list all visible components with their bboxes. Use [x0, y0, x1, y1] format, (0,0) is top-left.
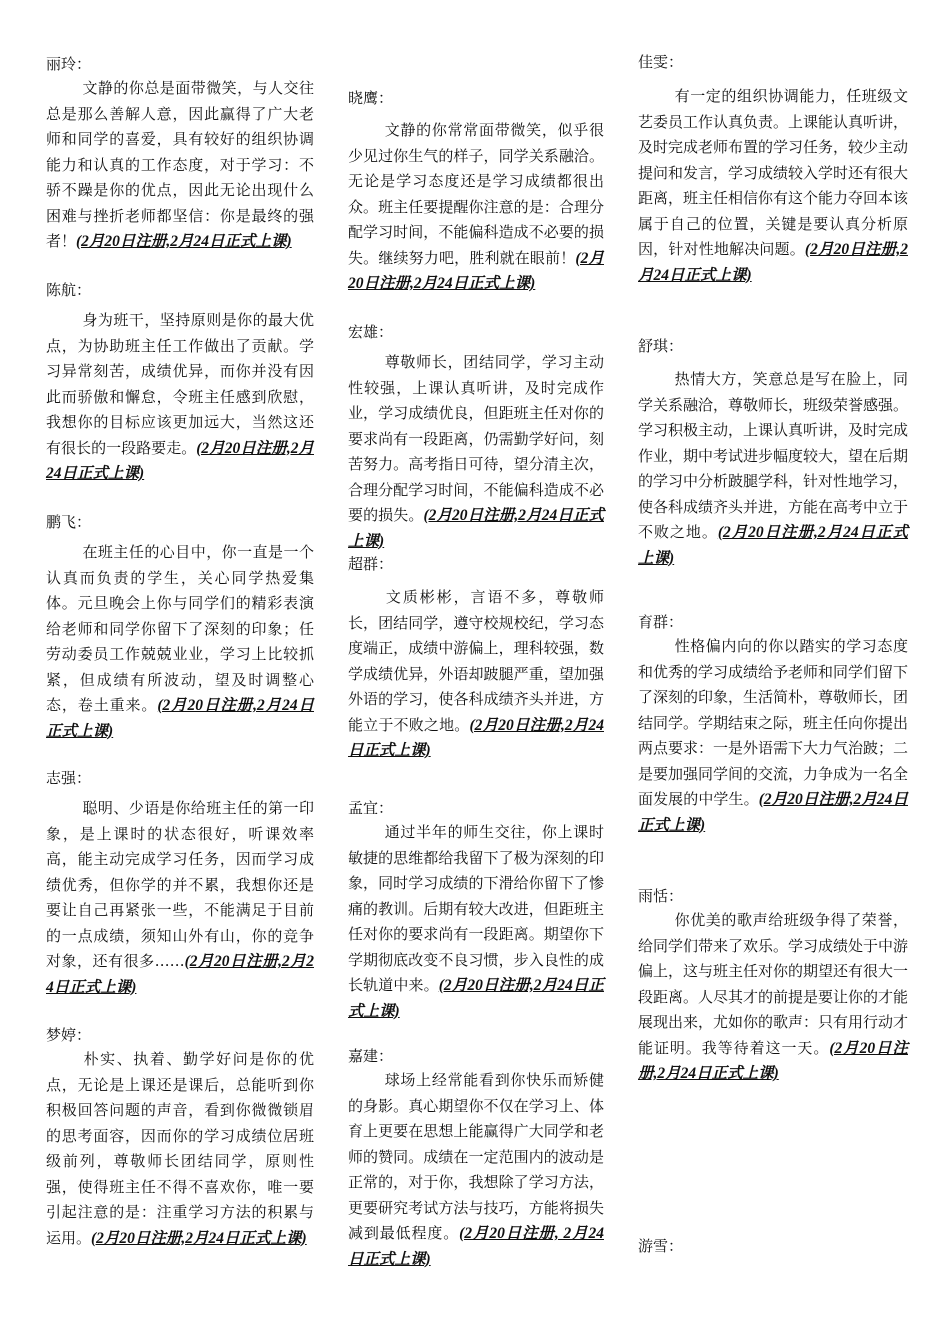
comment-text: 在班主任的心目中，你一直是一个认真而负责的学生，关心同学热爱集体。元旦晚会上你与同学们的精彩表演给老师和同学你留下了深刻的印象；任劳动委员工作兢兢业业，学习上比较抓紧，但成绩有所波动，望及时调整心态，卷土重来。(2月20日注册,2月24日正式上课) [46, 543, 314, 740]
student-name: 晓鹰： [348, 89, 394, 107]
comment-entry-mengting [46, 1023, 314, 1251]
comment-text: 通过半年的师生交往，你上课时敏捷的思维都给我留下了极为深刻的印象，同时学习成绩的下滑给你留下了惨痛的教训。后期有较大改进，但距班主任对你的要求尚有一段距离。期望你下学期彻底改变不良习惯，步入良性的成长轨道中来。(2月20日注册,2月24日正式上课) [348, 823, 604, 1020]
student-name: 舒琪： [638, 337, 684, 355]
comment-entry-yuqun [638, 610, 908, 838]
student-name: 陈航： [46, 281, 92, 299]
student-name: 梦婷： [46, 1026, 92, 1044]
comment-entry-yutian [638, 884, 908, 1087]
student-name: 鹏飞： [46, 513, 92, 531]
registration-note: (2月20日注册,2月24日正式上课) [638, 1039, 908, 1082]
student-name: 育群： [638, 613, 684, 631]
registration-note: (2月20日注册,2月24日正式上课) [46, 697, 314, 740]
comment-entry-shuqi [638, 334, 908, 571]
registration-note: (2月20日注册, 2月24日正式上课) [348, 1225, 604, 1268]
comment-text: 你优美的歌声给班级争得了荣誉，给同学们带来了欢乐。学习成绩处于中游偏上，这与班主任对你的期望还有很大一段距离。人尽其才的前提是要让你的才能展现出来，尤如你的歌声：只有用行动才能证明。我等待着这一天。(2月20日注册,2月24日正式上课) [638, 911, 909, 1082]
comment-text: 文质彬彬，言语不多，尊敬师长，团结同学，遵守校规校纪，学习态度端正，成绩中游偏上，理科较强，数学成绩优异，外语却跛腿严重，望加强外语的学习，使各科成绩齐头并进，方能立于不败之地。(2月20日注册,2月24日正式上课) [348, 588, 604, 759]
comment-text: 文静的你常常面带微笑，似乎很少见过你生气的样子，同学关系融洽。无论是学习态度还是学习成绩都很出众。班主任要提醒你注意的是：合理分配学习时间，不能偏科造成不必要的损失。继续努力吧，胜利就在眼前！(2月20日注册,2月24日正式上课) [348, 121, 604, 292]
comment-entry-liling [46, 52, 314, 255]
comment-entry-jiawen [638, 50, 908, 288]
student-name: 宏雄： [348, 323, 394, 341]
comment-entry-xiaoying [348, 86, 604, 297]
comment-entry-chenhang [46, 278, 314, 487]
registration-note: (2月20日注册,2月24日正式上课) [348, 977, 604, 1020]
student-name: 游雪： [638, 1237, 684, 1255]
registration-note: (2月20日注册,2月24日正式上课) [348, 507, 604, 550]
registration-note: (2月20日注册,2月24日正式上课) [76, 233, 292, 250]
comment-text: 朴实、执着、勤学好问是你的优点，无论是上课还是课后，总能听到你积极回答问题的声音，看到你微微锁眉的思考面容，因而你的学习成绩位居班级前列，尊敬师长团结同学，原则性强，使得班主任不得不喜欢你，唯一要引起注意的是：注重学习方法的积累与运用。(2月20日注册,2月24日正式上课) [46, 1050, 314, 1247]
comment-text: 球场上经常能看到你快乐而矫健的身影。真心期望你不仅在学习上、体育上更要在思想上能赢得广大同学和老师的赞同。成绩在一定范围内的波动是正常的，对于你，我想除了学习方法，更要研究考试方法与技巧，方能将损失减到最低程度。(2月20日注册, 2月24日正式上课) [348, 1071, 604, 1268]
comment-entry-mengyi [348, 796, 604, 1024]
comment-entry-zhiqiang [46, 766, 314, 1000]
comment-entry-youxue [638, 1234, 908, 1258]
student-name: 佳雯： [638, 53, 684, 71]
comment-entry-jiajian [348, 1044, 604, 1272]
registration-note: (2月20日注册,2月24日正式上课) [638, 791, 908, 834]
student-name: 超群： [348, 555, 394, 573]
comment-entry-pengfei [46, 510, 314, 744]
comment-text: 性格偏内向的你以踏实的学习态度和优秀的学习成绩给予老师和同学们留下了深刻的印象，生活简朴，尊敬师长，团结同学。学期结束之际，班主任向你提出两点要求：一是外语需下大力气治跛；二是要加强同学间的交流，力争成为一名全面发展的中学生。(2月20日注册,2月24日正式上课) [638, 637, 909, 834]
comment-text: 热情大方，笑意总是写在脸上，同学关系融洽，尊敬师长，班级荣誉感强。学习积极主动，上课认真听讲，及时完成作业，期中考试进步幅度较大，望在后期的学习中分析跛腿学科，针对性地学习，使各科成绩齐头并进，方能在高考中立于不败之地。(2月20日注册,2月24日正式上课) [638, 370, 909, 567]
student-name: 孟宜： [348, 799, 394, 817]
registration-note: (2月20日注册,2月24日正式上课) [348, 249, 604, 292]
comment-entry-chaoqun [348, 552, 604, 764]
registration-note: (2月20日注册,2月24日正式上课) [46, 439, 314, 482]
comment-text: 文静的你总是面带微笑，与人交往总是那么善解人意，因此赢得了广大老师和同学的喜爱，具有较好的组织协调能力和认真的工作态度，对于学习：不骄不躁是你的优点，因此无论出现什么困难与挫折老师都坚信：你是最终的强者！(2月20日注册,2月24日正式上课) [46, 79, 314, 250]
comment-text: 聪明、少语是你给班主任的第一印象，是上课时的状态很好，听课效率高，能主动完成学习任务，因而学习成绩优秀，但你学的并不累，我想你还是要让自己再紧张一些，不能满足于目前的一点成绩，须知山外有山，你的竞争对象，还有很多……(2月20日注册,2月24日正式上课) [46, 799, 314, 996]
registration-note: (2月20日注册,2月24日正式上课) [638, 241, 908, 284]
registration-note: (2月20日注册,2月24日正式上课) [46, 953, 314, 996]
student-name: 雨恬： [638, 887, 684, 905]
comment-text: 有一定的组织协调能力，任班级文艺委员工作认真负责。上课能认真听讲，及时完成老师布置的学习任务，较少主动提问和发言，学习成绩较入学时还有很大距离，班主任相信你有这个能力夺回本该属于自己的位置，关键是要认真分析原因，针对性地解决问题。(2月20日注册,2月24日正式上课) [638, 87, 909, 284]
registration-note: (2月20日注册,2月24日正式上课) [348, 716, 604, 759]
registration-note: (2月20日注册,2月24日正式上课) [638, 524, 908, 567]
comment-entry-hongxiong [348, 320, 604, 554]
comment-text: 身为班干，坚持原则是你的最大优点，为协助班主任工作做出了贡献。学习异常刻苦，成绩优异，而你并没有因此而骄傲和懈怠，令班主任感到欣慰，我想你的目标应该更加远大，当然这还有很长的一段路要走。(2月20日注册,2月24日正式上课) [46, 311, 314, 482]
student-name: 志强： [46, 769, 92, 787]
student-name: 嘉建： [348, 1047, 394, 1065]
comment-text: 尊敬师长，团结同学，学习主动性较强，上课认真听讲，及时完成作业，学习成绩优良，但距班主任对你的要求尚有一段距离，仍需勤学好问，刻苦努力。高考指日可待，望分清主次，合理分配学习时间，不能偏科造成不必要的损失。(2月20日注册,2月24日正式上课) [348, 353, 604, 550]
student-name: 丽玲： [46, 55, 92, 73]
registration-note: (2月20日注册,2月24日正式上课) [91, 1229, 307, 1247]
